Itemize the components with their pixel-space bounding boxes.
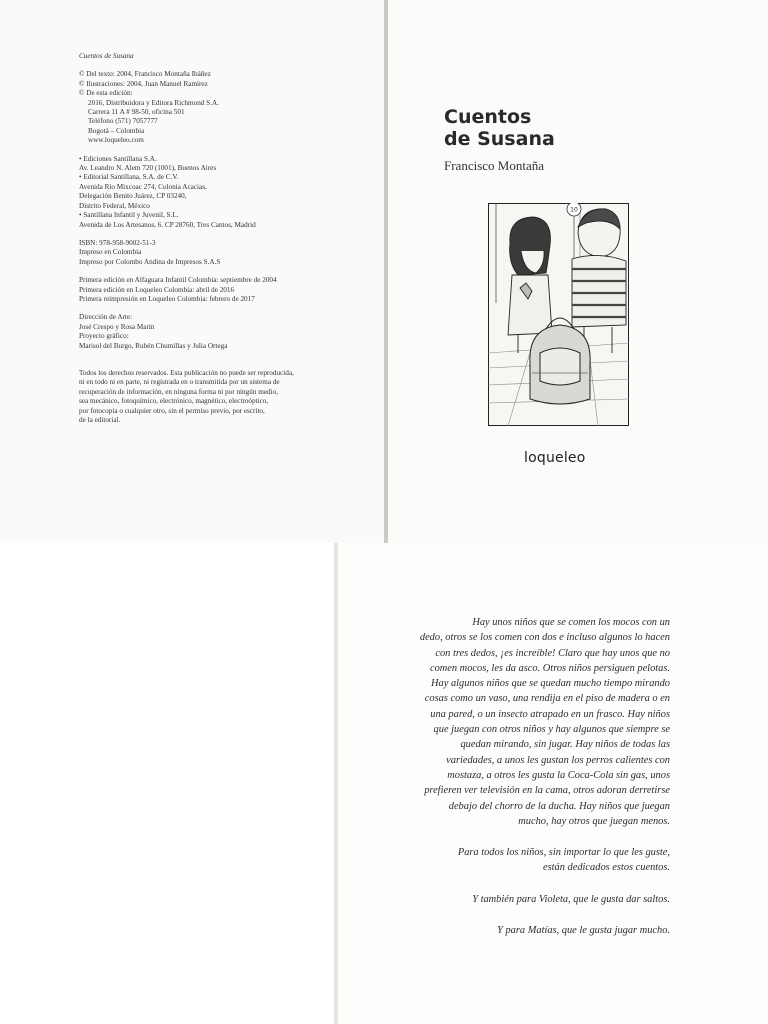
dedication-line: quedan mirando, sin jugar. Hay niños de todas las [460,739,670,751]
dedication-line: debajo del chorro de la ducha. Hay niños que juegan [448,800,670,812]
publisher-line: Avenida Río Mixcoac 274, Colonia Acacias, [79,182,207,191]
publisher-line: Distrito Federal, México [79,201,150,210]
dedication-paragraph [340,845,670,876]
rights-block [79,70,379,145]
credits-block [79,313,379,351]
rights-line: © De esta edición: [79,89,133,98]
dedication-paragraph [340,923,670,938]
dedication-paragraph [340,615,670,829]
legal-line: recuperación de información, en ninguna forma ni por ningún medio, [79,387,278,396]
rights-line: © Ilustraciones: 2004, Juan Manuel Ramírez [79,79,208,88]
cover-illustration [488,203,629,426]
address-line: Bogotá – Colombia [88,126,145,135]
dedication-text [340,615,670,954]
book-title-line: de Susana [444,128,555,150]
printing-line: Impreso en Colombia [79,248,142,257]
dedication-line: Y para Matías, que le gusta jugar mucho. [497,925,670,937]
publisher-line: Delegación Benito Juárez, CP 03240, [79,192,187,201]
dedication-line: que juegan con otros niños y hay algunos que siempre se [433,724,670,736]
printing-block [79,239,379,267]
book-title [444,106,555,150]
legal-line: sea mecánico, fotoquímico, electrónico, magnético, electroóptico, [79,397,269,406]
publisher-line: • Editorial Santillana, S.A. de C.V. [79,173,179,182]
publisher-line: Avenida de Los Artesanos, 6. CP 28760, Tres Cantos, Madrid [79,220,256,229]
rights-line: © Del texto: 2004, Francisco Montaña Ibáñez [79,70,211,79]
copyright-page [0,0,384,543]
legal-line: por fotocopia o cualquier otro, sin el permiso previo, por escrito, [79,406,265,415]
credit-line: Dirección de Arte: [79,313,133,322]
copyright-text [79,52,379,434]
address-line: Teléfono (571) 7057777 [88,117,158,126]
clock-text: 10 [570,206,578,214]
publisher-line: Av. Leandro N. Alem 720 (1001), Buenos Aires [79,164,217,173]
legal-line: de la editorial. [79,416,121,424]
blank-page [0,543,338,1024]
book-author: Francisco Montaña [444,158,545,173]
dedication-line: comen mocos, les da asco. Otros niños persiguen pelotas. [429,662,670,674]
dedication-line: cosas como un vaso, una rendija en el piso de madera o en [424,693,670,705]
publishers-block [79,155,379,230]
dedication-line: mucho, hay otros que juegan menos. [518,815,670,827]
credit-line: José Crespo y Rosa Marín [79,322,155,331]
editions-block [79,276,379,304]
legal-line: Todos los derechos reservados. Esta publicación no puede ser reproducida, [79,368,294,377]
dedication-line: mostaza, a otros les gusta la Coca-Cola sin gas, unos [447,769,670,781]
legal-line: ni en todo ni en parte, ni registrada en o transmitida por un sistema de [79,378,280,387]
address-line: 2016, Distribuidora y Editora Richmond S.A. [88,98,219,107]
cover-page [388,0,768,543]
dedication-line: Hay algunos niños que se quedan mucho tiempo mirando [431,678,670,690]
edition-line: Primera reimpresión en Loqueleo Colombia: febrero de 2017 [79,294,255,303]
dedication-line: variedades, a unos les gustan los perros calientes con [446,754,670,766]
credit-line: Proyecto gráfico: [79,332,129,341]
publisher-logo: loqueleo [524,450,586,466]
isbn-line: ISBN: 978-958-9002-51-3 [79,238,156,247]
dedication-line: una pared, o un insecto atrapado en un frasco. Hay niños [430,708,670,720]
book-title-line: Cuentos [444,106,532,128]
dedication-line: están dedicados estos cuentos. [543,862,670,874]
copyright-header: Cuentos de Susana [79,52,134,60]
dedication-line: dedo, otros se los comen con dos e incluso algunos lo hacen [419,632,670,644]
edition-line: Primera edición en Loqueleo Colombia: abril de 2016 [79,285,235,294]
address-line: www.loqueleo.com [88,136,144,145]
publisher-line: • Santillana Infantil y Juvenil, S.L. [79,211,179,220]
dedication-line: Para todos los niños, sin importar lo que les guste, [457,847,670,859]
dedication-line: Hay unos niños que se comen los mocos con un [472,617,670,628]
printing-line: Impreso por Colombo Andina de Impresos S.A.S [79,257,221,266]
dedication-line: Y también para Violeta, que le gusta dar saltos. [472,893,670,905]
edition-line: Primera edición en Alfaguara Infantil Colombia: septiembre de 2004 [79,276,277,285]
credit-line: Marisol del Burgo, Rubén Chumillas y Julia Ortega [79,341,228,350]
dedication-line: prefieren ver televisión en la cama, otros adoran derretirse [424,785,670,797]
legal-block [79,369,379,425]
address-line: Carrera 11 A # 98-50, oficina 501 [88,108,185,117]
dedication-line: con tres dedos, ¡es increíble! Claro que hay unos que no [435,647,670,659]
publisher-line: • Ediciones Santillana S.A. [79,154,157,163]
dedication-paragraph [340,892,670,907]
